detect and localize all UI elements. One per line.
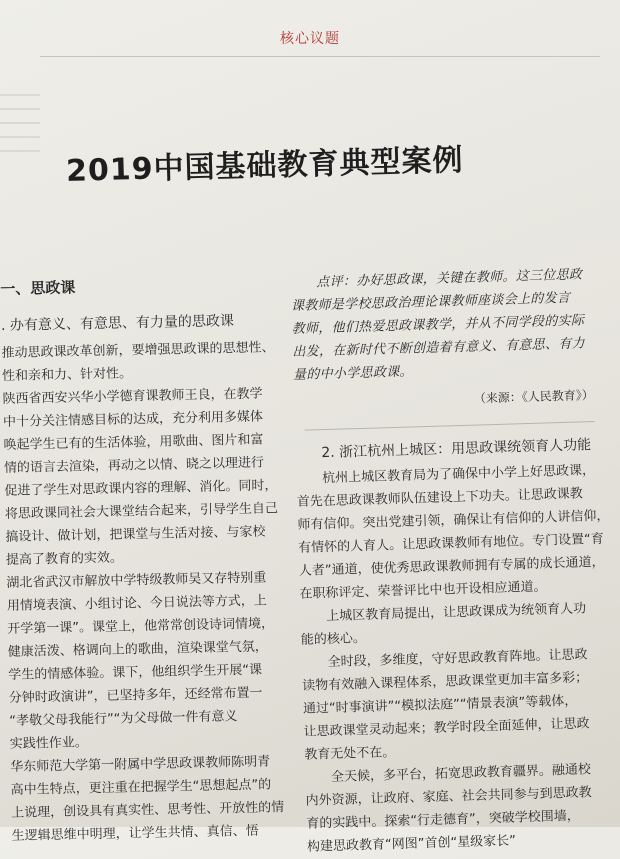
case-subheading-2: 2. 浙江杭州上城区：用思政课统领育人功能 (321, 437, 592, 462)
body-line: 上城区教育局提出，让思政课成为统领育人功 (326, 601, 587, 625)
body-line: 通过“时事演讲”“模拟法庭”“情景表演”等载体， (302, 693, 578, 717)
body-line: 在职称评定、荣誉评比中也开设相应通道。 (299, 579, 547, 602)
body-line: 中十分关注情感目标的达成，充分利用多媒体 (2, 409, 264, 430)
body-line: 人者”通道，使优秀思政课教师拥有专属的成长通道， (298, 554, 605, 579)
body-line: 能的核心。 (300, 630, 367, 648)
editor-comment (290, 262, 620, 387)
body-line: 开学第一课”。课堂上，他常常创设诗词情境， (7, 616, 275, 637)
body-line: 实践性作业。 (9, 735, 88, 752)
body-line: 育的实践中。探索“行走德育”，突破学校围墙， (306, 808, 580, 832)
header-divider (40, 56, 600, 57)
comment-source: （来源：《人民教育》） (473, 388, 594, 406)
case-subheading-1: . 办有意义、有意思、有力量的思政课 (0, 313, 235, 334)
body-line: 构建思政教育“网图”首创“星级家长” (306, 833, 517, 855)
body-line: 让思政课堂灵动起来；教学时段全面延伸，让思政 (303, 716, 590, 740)
comment-line: 量的中小学思政课。 (292, 364, 413, 383)
body-line: 促进了学生对思政课内容的理解、消化。同时， (4, 478, 278, 499)
body-line: 将思政课同社会大课堂结合起来，引导学生自己 (4, 501, 279, 522)
section-heading: 一、思政课 (0, 278, 76, 298)
right-column (290, 262, 620, 859)
body-line: 全天候，多平台，拓宽思政教育疆界。融通校 (330, 762, 592, 786)
body-line: 内外资源，让政府、家庭、社会共同参与到思政教 (305, 785, 592, 809)
body-line: 上说理，创设具有真实性、思考性、开放性的情 (11, 800, 285, 821)
body-line: 师有信仰。突出党建引领，确保让有信仰的人讲信仰， (297, 508, 610, 533)
article-title: 2019中国基础教育典型案例 (65, 142, 464, 189)
body-line: 首先在思政课教师队伍建设上下功夫。让思政课教 (296, 486, 583, 510)
comment-line: 点评：办好思政课，关键在教师。这三位思政 (316, 267, 583, 291)
comment-line: 教师，他们热爱思政课教学，并从不同学段的实际 (291, 313, 585, 337)
body-line: 推动思政课改革创新，要增强思政课的思想性、 (1, 340, 275, 361)
bleed-through-marks (0, 94, 40, 154)
comment-line: 课教师是学校思政治理论课教师座谈会上的发言 (290, 290, 571, 314)
body-line: 分钟时政演讲”，已坚持多年，还经常布置一 (8, 685, 263, 706)
body-line: 高中生特点，更注重在把握学生“思想起点”的 (10, 777, 272, 798)
body-line: “孝敬父母我能行”“为父母做一件有意义 (9, 709, 238, 729)
running-header: 核心议题 (280, 31, 340, 47)
body-line: 搞设计、做计划，把课堂与生活对接、与家校 (5, 524, 266, 545)
body-line: 性和亲和力、针对性。 (1, 366, 133, 384)
body-line: 有情怀的人育人。让思政课教师有地位。专门设置“育 (297, 531, 605, 556)
comment-divider (305, 421, 595, 431)
body-line: 用情境表演、小组讨论、今日说法等方式，上 (6, 593, 267, 614)
body-line: 提高了教育的实效。 (5, 550, 124, 568)
body-line: 唤起学生已有的生活体验，用歌曲、图片和富 (3, 432, 264, 453)
body-line: 湖北省武汉市解放中学特级教师吴又存特别重 (6, 570, 267, 591)
body-line: 教育无处不在。 (304, 745, 396, 763)
body-line: 全时段，多维度，守好思政教育阵地。让思政 (327, 647, 588, 671)
left-column (0, 272, 294, 848)
body-line: 学生的情感体验。课下，他组织学生开展“课 (8, 662, 263, 683)
comment-line: 出发，在新时代不断创造着有意义、有意思、有力 (292, 336, 586, 360)
body-line: 健康活泼、格调向上的歌曲，渲染课堂气氛， (7, 639, 268, 660)
body-line: 读物有效融入课程体系，思政课堂更加丰富多彩； (302, 670, 589, 694)
body-line: 华东师范大学第一附属中学思政课教师陈明青 (10, 754, 271, 775)
body-line: 杭州上城区教育局为了确保中小学上好思政课， (321, 463, 596, 487)
body-line: 陕西省西安兴华小学德育课教师王良，在教学 (2, 386, 263, 407)
body-line: 情的语言去渲染，再动之以情、晓之以理进行 (3, 455, 265, 476)
body-line: 生逻辑思维中明理，让学生共情、真信、悟 (11, 823, 259, 844)
